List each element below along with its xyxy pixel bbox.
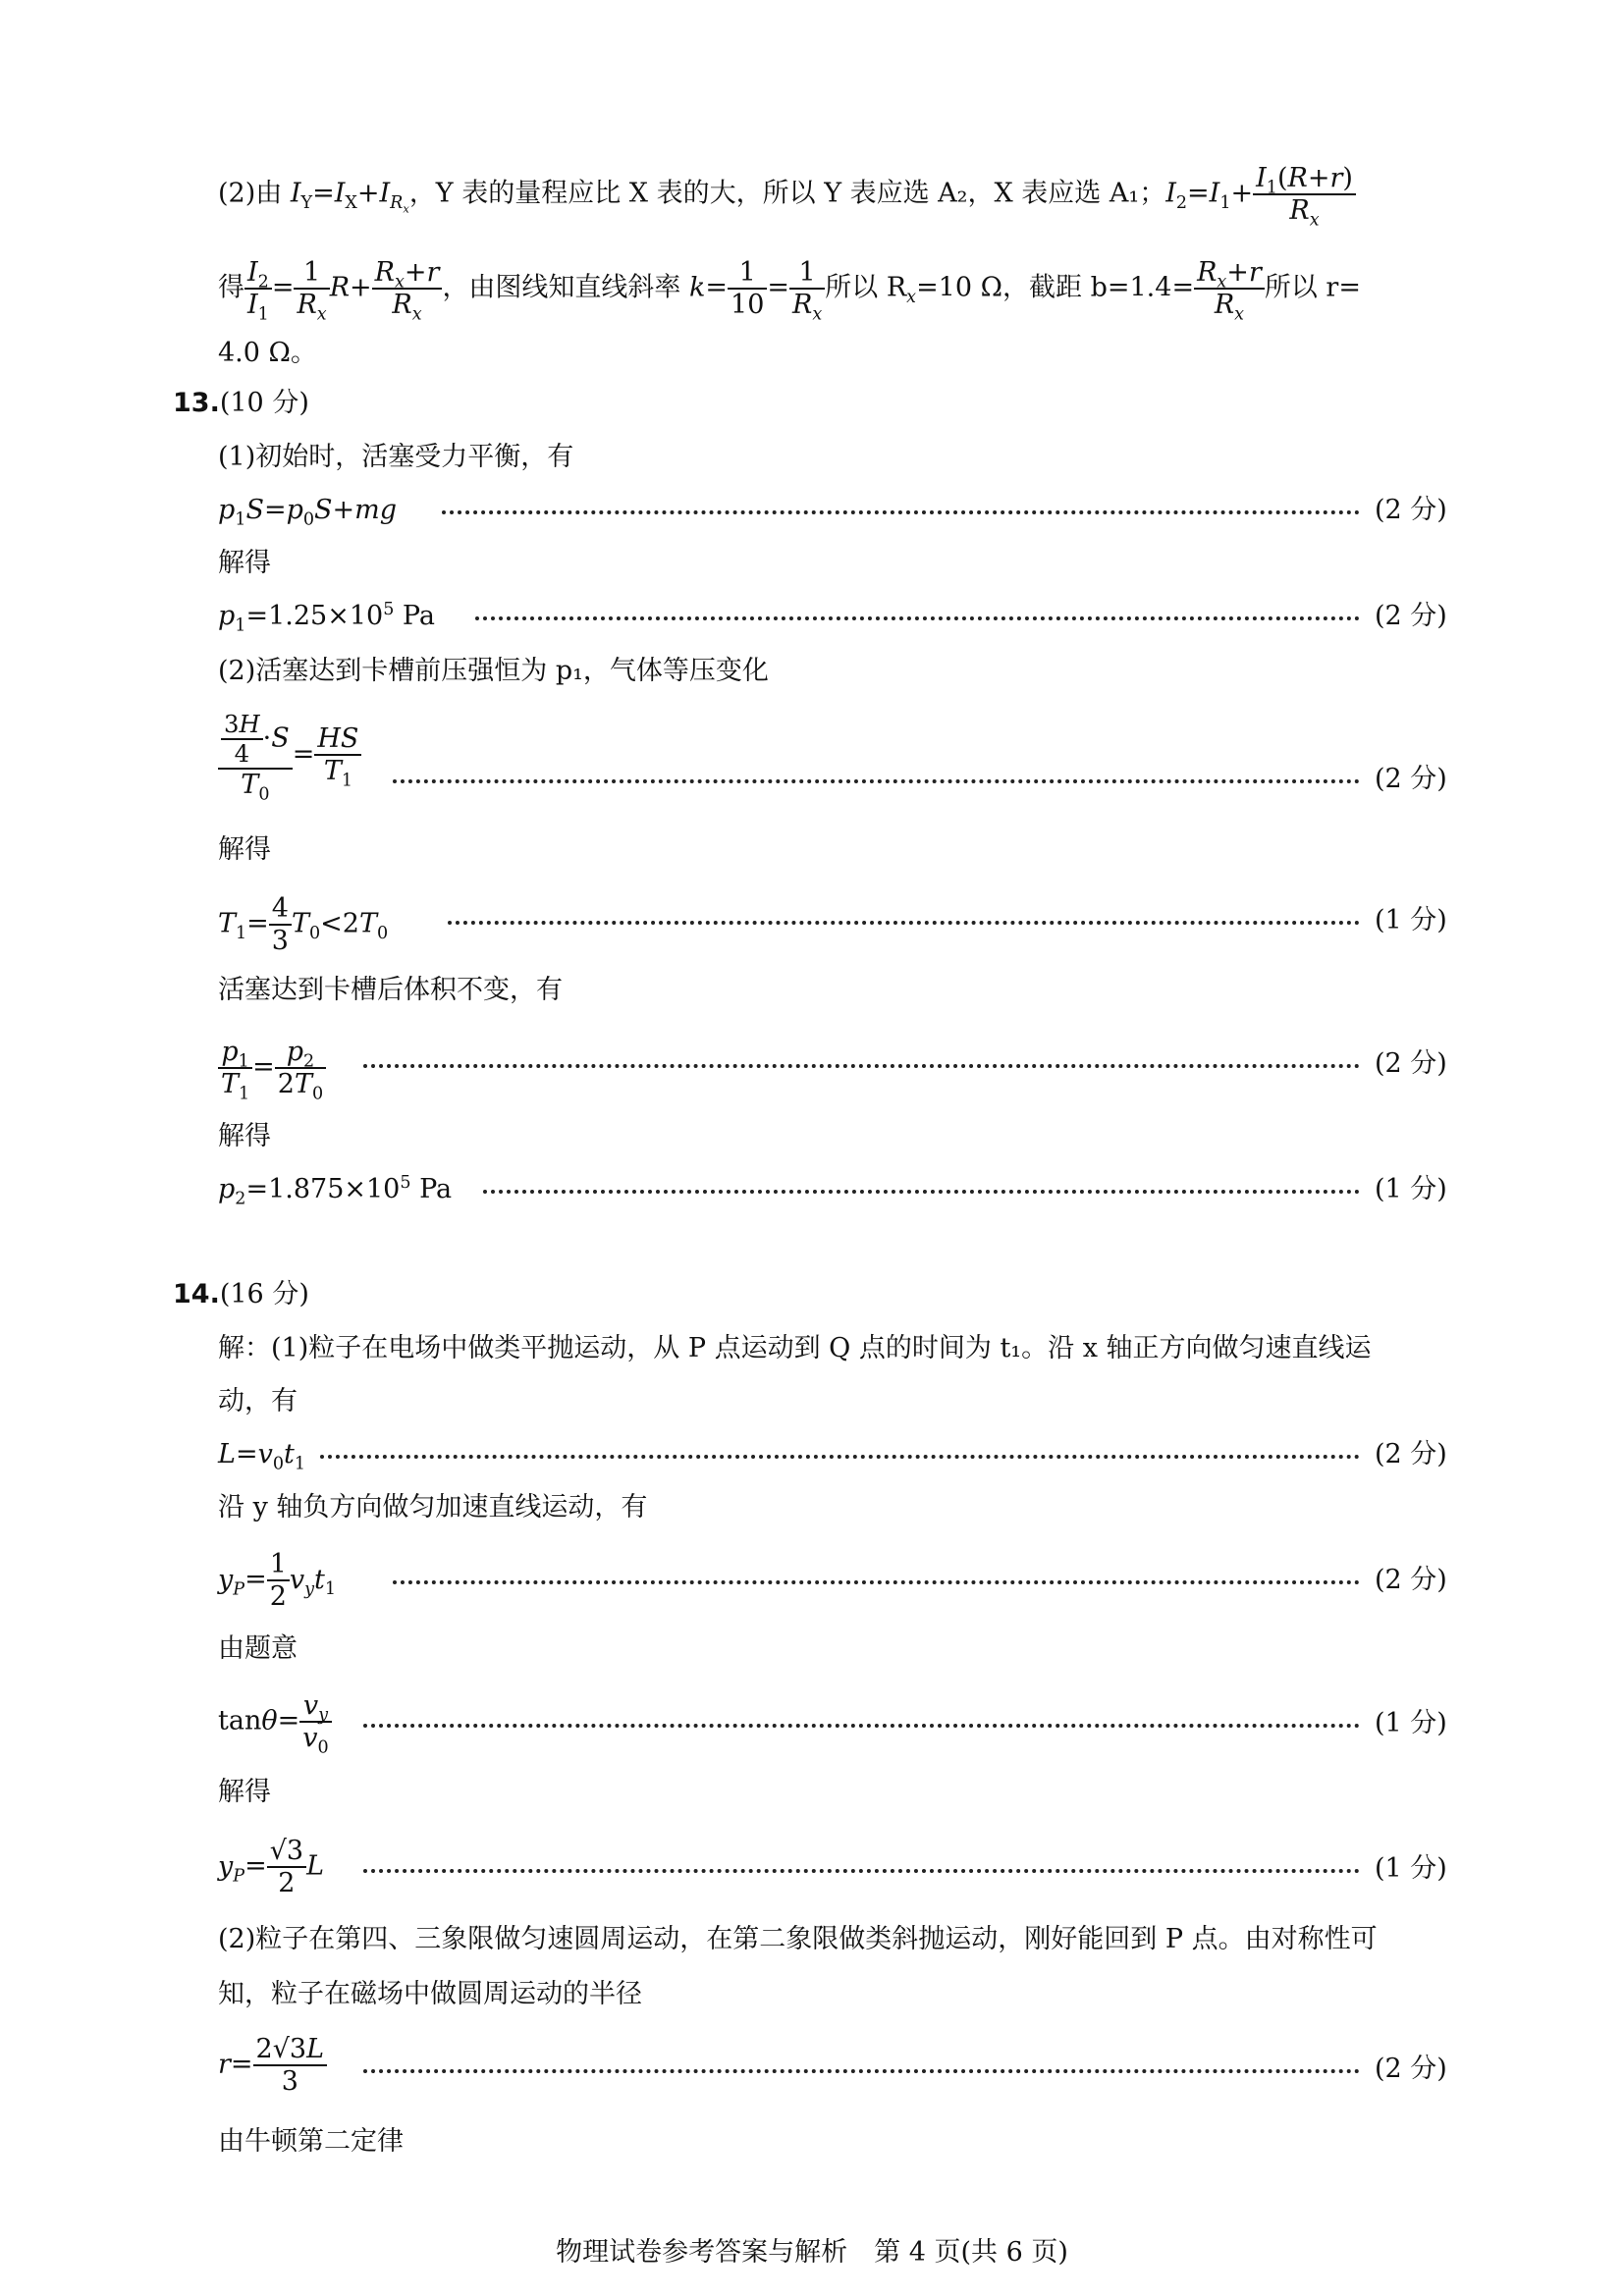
- formula-fraction: $\frac{1}{R_x}$: [294, 257, 329, 320]
- dot-leader: [363, 1064, 1360, 1068]
- question-points: (10 分): [219, 388, 309, 418]
- intro-text: =10 Ω，截距 b=1.4=: [916, 272, 1195, 303]
- formula-fraction: $\frac{p_2}{2T_0}$: [275, 1037, 326, 1099]
- q14-line-4: (2)粒子在第四、三象限做匀速圆周运动，在第二象限做类斜抛运动，刚好能回到 P 点。由对称性可: [218, 1924, 1378, 1954]
- q14-eq-2: $y_P=$ $\frac{1}{2}$ $v_yt_1$: [218, 1549, 337, 1613]
- dot-leader: [442, 510, 1360, 514]
- q14-line-1: 解：(1)粒子在电场中做类平抛运动，从 P 点运动到 Q 点的时间为 t₁。沿 x 轴正方向做匀速直线运: [218, 1333, 1372, 1363]
- formula-fraction: $\frac{1}{R_x}$: [789, 257, 825, 320]
- q13-line-1: (1)初始时，活塞受力平衡，有: [218, 442, 574, 472]
- formula-fraction: $\frac{p_1}{T_1}$: [218, 1037, 252, 1099]
- question-14-header: [173, 1281, 309, 1308]
- q13-line-2: (2)活塞达到卡槽前压强恒为 p₁，气体等压变化: [218, 656, 769, 686]
- q14-line-1b: 动，有: [218, 1386, 298, 1416]
- formula-fraction: $\frac{√3}{2}$: [267, 1836, 306, 1898]
- q14-eq-4: $y_P=$ $\frac{√3}{2}$ L: [218, 1836, 325, 1899]
- intro-text: ，由图线知直线斜率: [442, 272, 681, 303]
- score-label: (2 分): [1375, 495, 1447, 525]
- dot-leader: [363, 1724, 1360, 1728]
- q13-line-3: 活塞达到卡槽后体积不变，有: [218, 975, 563, 1005]
- formula-fraction: $\frac{R_x+r}{R_x}$: [372, 257, 443, 320]
- question-number: 14.: [173, 1279, 220, 1309]
- formula-fraction: $\frac{2√3L}{3}$: [253, 2034, 328, 2097]
- intro-text: 得: [218, 272, 244, 303]
- q14-line-5: 由牛顿第二定律: [218, 2126, 404, 2157]
- page-footer: 物理试卷参考答案与解析 第 4 页(共 6 页): [556, 2237, 1068, 2268]
- formula-fraction: $\frac{I_2}{I_1}$: [244, 257, 272, 320]
- score-label: (1 分): [1375, 1708, 1447, 1738]
- score-label: (2 分): [1375, 601, 1447, 631]
- q13-solve-1: 解得: [218, 548, 271, 578]
- intro-line-2: 得 $\frac{I_2}{I_1}$ = $\frac{1}{R_x}$ R+ $\frac{R_x+r}{R_x}$ ，由图线知直线斜率 k= $\frac{1}{10}$ = $\frac{1}{R_x}$ 所以 $R_x=10$ Ω，截距 b=1.4= $\frac{R_x+r}{R_x}$ 所以 r=: [218, 257, 1361, 325]
- dot-leader: [393, 779, 1360, 783]
- formula-fraction: $\frac{4}{3}$: [269, 893, 292, 956]
- formula-fraction: $\frac{1}{10}$: [728, 257, 767, 320]
- intro-text: 所以 R: [825, 272, 907, 303]
- score-label: (2 分): [1375, 1048, 1447, 1079]
- question-number: 13.: [173, 388, 220, 418]
- formula-fraction: $\frac{1}{2}$: [267, 1549, 290, 1612]
- q14-eq-5: r= $\frac{2√3L}{3}$: [218, 2034, 327, 2097]
- intro-text: 所以 r=: [1264, 272, 1361, 303]
- q14-line-3: 由题意: [218, 1633, 298, 1664]
- score-label: (1 分): [1375, 1174, 1447, 1204]
- q14-eq-1: $L=v_0t_1$: [218, 1439, 305, 1474]
- q13-eq-4: $T_1=$ $\frac{4}{3}$ $T_0<2T_0$: [218, 893, 389, 957]
- intro-line-3: 4.0 Ω。: [218, 338, 317, 368]
- dot-leader: [483, 1190, 1360, 1194]
- formula-fraction: $\frac{HS}{T_1}$: [314, 723, 361, 786]
- dot-leader: [320, 1455, 1360, 1459]
- q13-solve-3: 解得: [218, 1121, 271, 1151]
- q13-eq-3: $\frac{3H}{4}$ ·S $T_0$ = $\frac{HS}{T_1}$: [218, 711, 361, 800]
- question-points: (16 分): [219, 1279, 309, 1309]
- score-label: (2 分): [1375, 1565, 1447, 1595]
- formula-fraction: $\frac{R_x+r}{R_x}$: [1194, 257, 1265, 320]
- dot-leader: [363, 2069, 1360, 2073]
- formula-fraction: $\frac{v_y}{v_0}$: [299, 1690, 331, 1753]
- dot-leader: [393, 1580, 1360, 1584]
- q13-eq-2: $p_1=1.25\times 10^5$ Pa: [218, 600, 435, 636]
- intro-text: ，Y 表的量程应比 X 表的大，所以 Y 表应选 A₂，X 表应选 A₁；: [408, 178, 1166, 209]
- dot-leader: [475, 616, 1360, 620]
- q13-solve-2: 解得: [218, 834, 271, 865]
- q14-eq-3: tanθ= $\frac{v_y}{v_0}$: [218, 1690, 332, 1753]
- question-13-header: [173, 390, 309, 416]
- q14-solve-1: 解得: [218, 1777, 271, 1807]
- score-label: (2 分): [1375, 1439, 1447, 1469]
- formula-fraction: $\frac{I_1(R+r)}{R_x}$: [1253, 163, 1356, 226]
- dot-leader: [448, 921, 1360, 925]
- q13-eq-6: $p_2=1.875\times 10^5$ Pa: [218, 1173, 453, 1209]
- q13-eq-5: $\frac{p_1}{T_1}$ = $\frac{p_2}{2T_0}$: [218, 1037, 326, 1099]
- dot-leader: [363, 1869, 1360, 1873]
- q14-line-2: 沿 y 轴负方向做匀加速直线运动，有: [218, 1492, 648, 1522]
- q14-line-4b: 知，粒子在磁场中做圆周运动的半径: [218, 1979, 642, 2009]
- intro-line-1: (2)由 $I_Y=I_X+I_{R_x}$，Y 表的量程应比 X 表的大，所以 Y 表应选 A₂，X 表应选 A₁；$I_2=I_1+$ $\frac{I_1(R+r)}{R_x}$: [218, 163, 1356, 226]
- score-label: (1 分): [1375, 1853, 1447, 1884]
- intro-text: (2)由: [218, 178, 283, 209]
- formula-fraction: $\frac{3H}{4}$ ·S $T_0$: [218, 711, 293, 800]
- score-label: (2 分): [1375, 2054, 1447, 2084]
- score-label: (2 分): [1375, 764, 1447, 794]
- q13-eq-1: $p_1S=p_0S+mg$: [218, 495, 398, 530]
- score-label: (1 分): [1375, 905, 1447, 935]
